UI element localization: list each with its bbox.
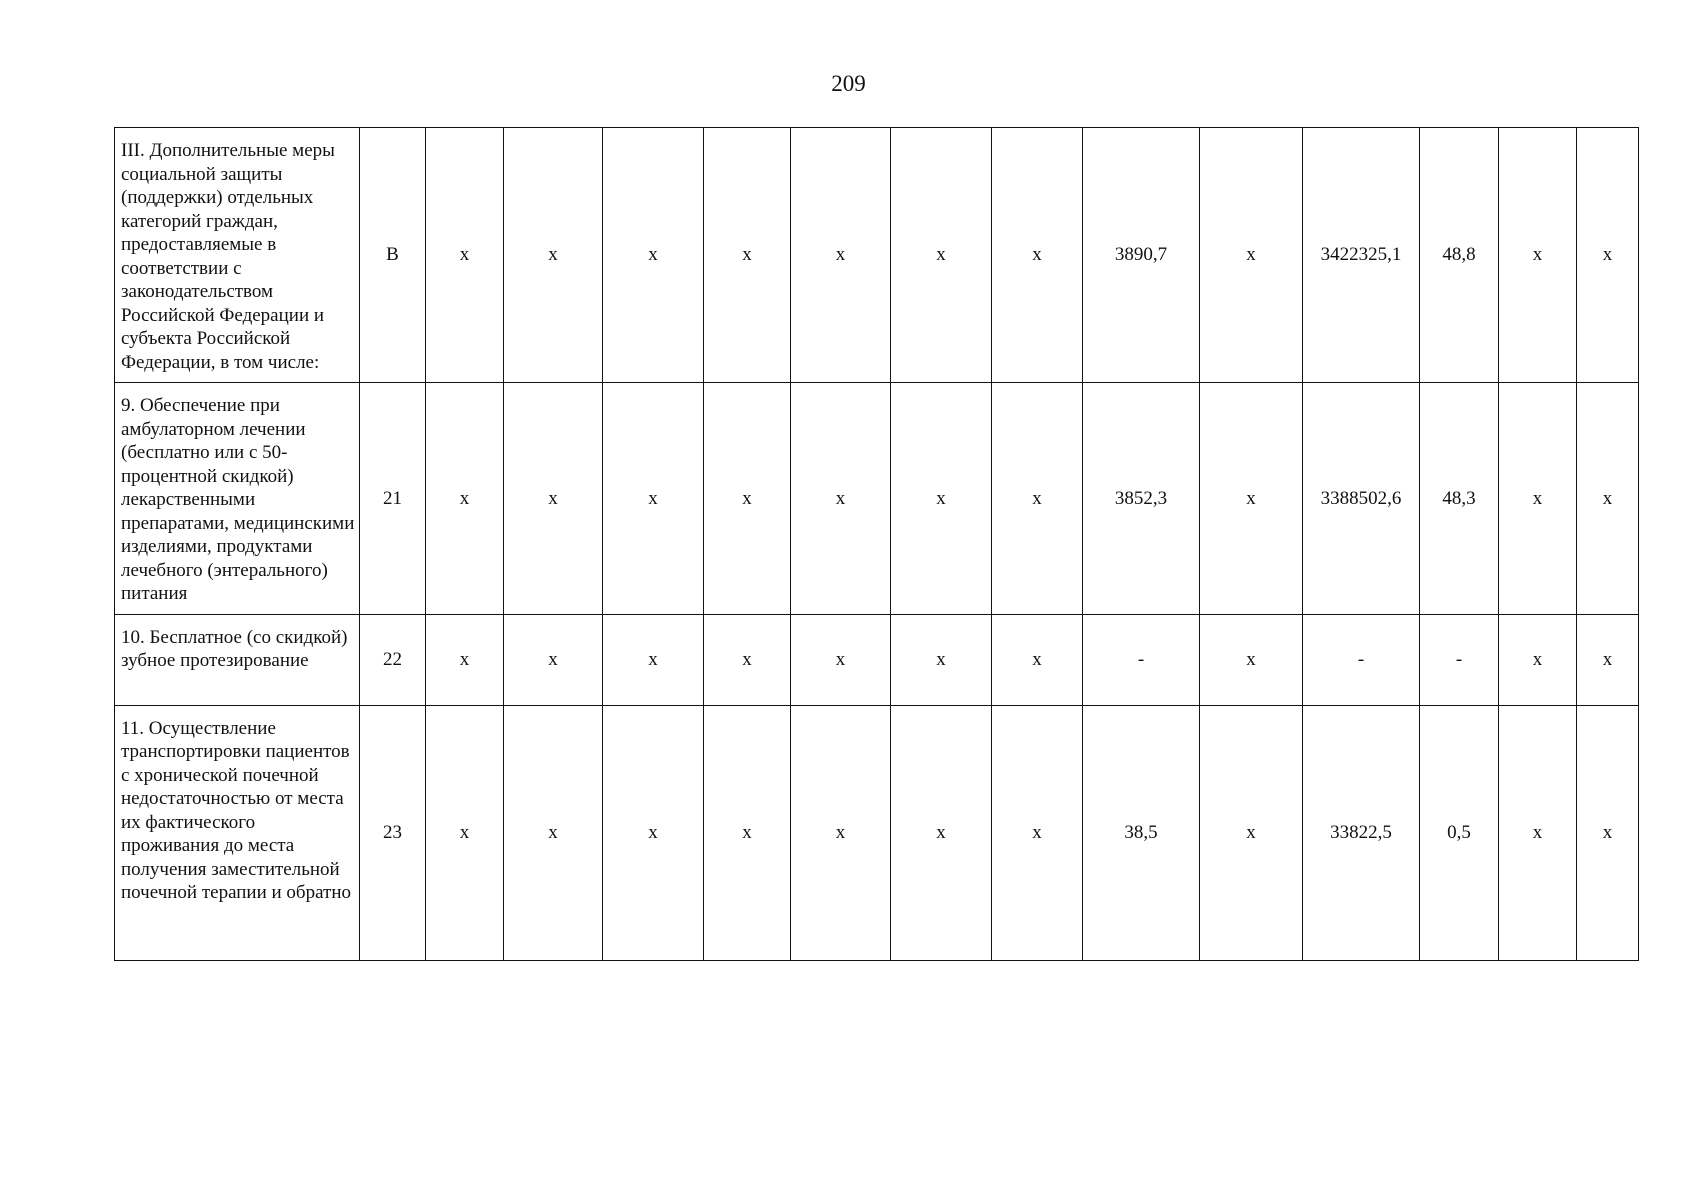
table-cell: - bbox=[1420, 614, 1499, 705]
table-cell: x bbox=[791, 128, 891, 383]
table-cell: x bbox=[992, 128, 1083, 383]
table-cell: 48,3 bbox=[1420, 383, 1499, 615]
table-cell: x bbox=[603, 128, 704, 383]
table-cell: x bbox=[504, 614, 603, 705]
table-cell: x bbox=[791, 705, 891, 960]
row-code-cell: 23 bbox=[360, 705, 426, 960]
table-cell: x bbox=[1577, 614, 1639, 705]
table-cell: 48,8 bbox=[1420, 128, 1499, 383]
table-cell: x bbox=[992, 705, 1083, 960]
table-cell: x bbox=[1499, 705, 1577, 960]
table-cell: x bbox=[891, 705, 992, 960]
table-cell: x bbox=[1577, 705, 1639, 960]
table-cell: x bbox=[791, 614, 891, 705]
table-cell: x bbox=[426, 383, 504, 615]
table-cell: 38,5 bbox=[1083, 705, 1200, 960]
table-cell: x bbox=[504, 705, 603, 960]
table-cell: x bbox=[504, 128, 603, 383]
table-cell: x bbox=[1499, 614, 1577, 705]
table-cell: x bbox=[1577, 128, 1639, 383]
table-cell: x bbox=[1499, 128, 1577, 383]
table-cell: - bbox=[1083, 614, 1200, 705]
table-cell: x bbox=[1200, 705, 1303, 960]
table-cell: x bbox=[1200, 383, 1303, 615]
table-cell: x bbox=[426, 614, 504, 705]
table-cell: - bbox=[1303, 614, 1420, 705]
table-row bbox=[115, 705, 1639, 960]
table-cell: x bbox=[1499, 383, 1577, 615]
table-cell: x bbox=[426, 705, 504, 960]
row-code-cell: В bbox=[360, 128, 426, 383]
table-cell: 3388502,6 bbox=[1303, 383, 1420, 615]
data-table bbox=[114, 127, 1639, 961]
table-cell: x bbox=[891, 383, 992, 615]
table-cell: x bbox=[1577, 383, 1639, 615]
page-number: 209 bbox=[831, 71, 866, 96]
table-cell: x bbox=[603, 705, 704, 960]
table-cell: x bbox=[891, 614, 992, 705]
table-cell: x bbox=[704, 705, 791, 960]
table-row bbox=[115, 128, 1639, 383]
table-cell: x bbox=[1200, 614, 1303, 705]
row-name-cell: III. Дополнительные меры социальной защиты (поддержки) отдельных категорий граждан, предоставляемые в соответствии с законодательством Российской Федерации и субъекта Российской Федерации, в том числе: bbox=[115, 128, 360, 383]
table-cell: x bbox=[891, 128, 992, 383]
row-code-cell: 22 bbox=[360, 614, 426, 705]
table-cell: x bbox=[791, 383, 891, 615]
table-cell: 3422325,1 bbox=[1303, 128, 1420, 383]
row-name-cell: 9. Обеспечение при амбулаторном лечении (бесплатно или с 50-процентной скидкой) лекарственными препаратами, медицинскими изделиями, продуктами лечебного (энтерального) питания bbox=[115, 383, 360, 615]
row-code-cell: 21 bbox=[360, 383, 426, 615]
table-row bbox=[115, 614, 1639, 705]
table-cell: x bbox=[992, 383, 1083, 615]
table-cell: x bbox=[504, 383, 603, 615]
row-name-cell: 11. Осуществление транспортировки пациентов с хронической почечной недостаточностью от места их фактического проживания до места получения заместительной почечной терапии и обратно bbox=[115, 705, 360, 960]
table-cell: x bbox=[603, 383, 704, 615]
row-name-cell: 10. Бесплатное (со скидкой) зубное протезирование bbox=[115, 614, 360, 705]
table-cell: x bbox=[603, 614, 704, 705]
table-cell: 33822,5 bbox=[1303, 705, 1420, 960]
table-cell: x bbox=[426, 128, 504, 383]
table-cell: x bbox=[704, 383, 791, 615]
table-row bbox=[115, 383, 1639, 615]
table-cell: x bbox=[1200, 128, 1303, 383]
table-cell: x bbox=[992, 614, 1083, 705]
table-cell: 3890,7 bbox=[1083, 128, 1200, 383]
table-cell: 0,5 bbox=[1420, 705, 1499, 960]
table-cell: 3852,3 bbox=[1083, 383, 1200, 615]
table-cell: x bbox=[704, 128, 791, 383]
table-cell: x bbox=[704, 614, 791, 705]
